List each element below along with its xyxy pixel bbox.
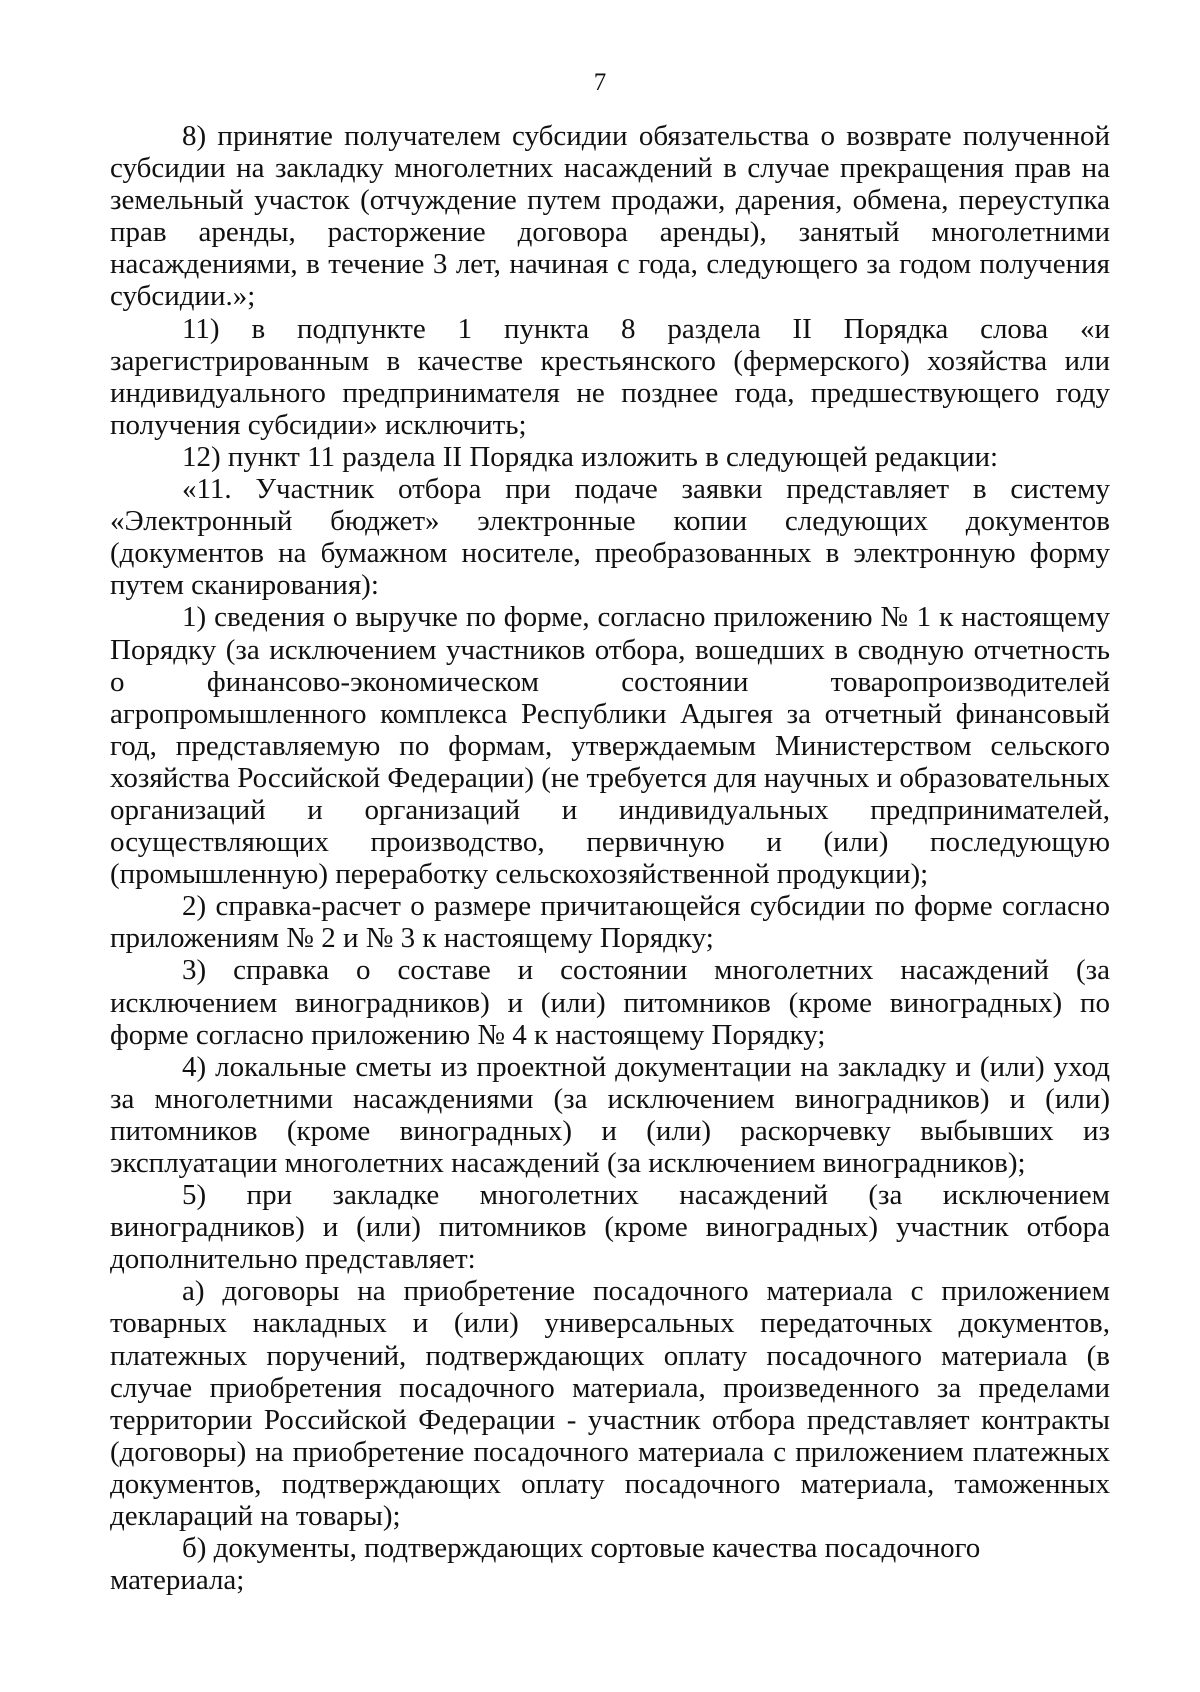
page-number: 7 [593,69,607,96]
paragraph-subitem-a: а) договоры на приобретение посадочного материала с приложением товарных накладных и (или) универсальных передаточных документов, платежных поручений, подтверждающих оплату посадочного материала (в случае приобретения посадочного материала, произведенного за пределами территории Российской Федерации - участник отбора представляет контракты (договоры) на приобретение посадочного материала с приложением платежных документов, подтверждающих оплату посадочного материала, таможенных деклараций на товары); [110,1275,1110,1533]
paragraph-item-8: 8) принятие получателем субсидии обязательства о возврате полученной субсидии на закладку многолетних насаждений в случае прекращения прав на земельный участок (отчуждение путем продажи, дарения, обмена, переуступка прав аренды, расторжение договора аренды), занятый многолетними насаждениями, в течение 3 лет, начиная с года, следующего за годом получения субсидии.»; [110,120,1110,313]
paragraph-subitem-1: 1) сведения о выручке по форме, согласно приложению № 1 к настоящему Порядку (за исключением участников отбора, вошедших в сводную отчетность о финансово-экономическом состоянии товаропроизводителей агропромышленного комплекса Республики Адыгея за отчетный финансовый год, представляемую по формам, утверждаемым Министерством сельского хозяйства Российской Федерации) (не требуется для научных и образовательных организаций и организаций и индивидуальных предпринимателей, осуществляющих производство, первичную и (или) последующую (промышленную) переработку сельскохозяйственной продукции); [110,601,1110,891]
paragraph-subitem-2: 2) справка-расчет о размере причитающейся субсидии по форме согласно приложениям № 2 и № 3 к настоящему Порядку; [110,890,1110,955]
paragraph-subitem-4: 4) локальные сметы из проектной документации на закладку и (или) уход за многолетними насаждениями (за исключением виноградников) и (или) питомников (кроме виноградных) и (или) раскорчевку выбывших из эксплуатации многолетних насаждений (за исключением виноградников); [110,1050,1110,1179]
paragraph-subitem-b: б) документы, подтверждающих сортовые качества посадочного материала; [110,1532,981,1597]
paragraph-point-11-intro: «11. Участник отбора при подаче заявки представляет в систему «Электронный бюджет» электронные копии следующих документов (документов на бумажном носителе, преобразованных в электронную форму путем сканирования): [110,473,1110,602]
document-body [110,120,1110,1596]
paragraph-item-11: 11) в подпункте 1 пункта 8 раздела II Порядка слова «и зарегистрированным в качестве крестьянского (фермерского) хозяйства или индивидуального предпринимателя не позднее года, предшествующего году получения субсидии» исключить; [110,312,1110,441]
paragraph-subitem-3: 3) справка о составе и состоянии многолетних насаждений (за исключением виноградников) и (или) питомников (кроме виноградных) по форме согласно приложению № 4 к настоящему Порядку; [110,954,1110,1051]
paragraph-subitem-5: 5) при закладке многолетних насаждений (за исключением виноградников) и (или) питомников (кроме виноградных) участник отбора дополнительно представляет: [110,1179,1110,1276]
paragraph-item-12: 12) пункт 11 раздела II Порядка изложить в следующей редакции: [182,440,999,473]
